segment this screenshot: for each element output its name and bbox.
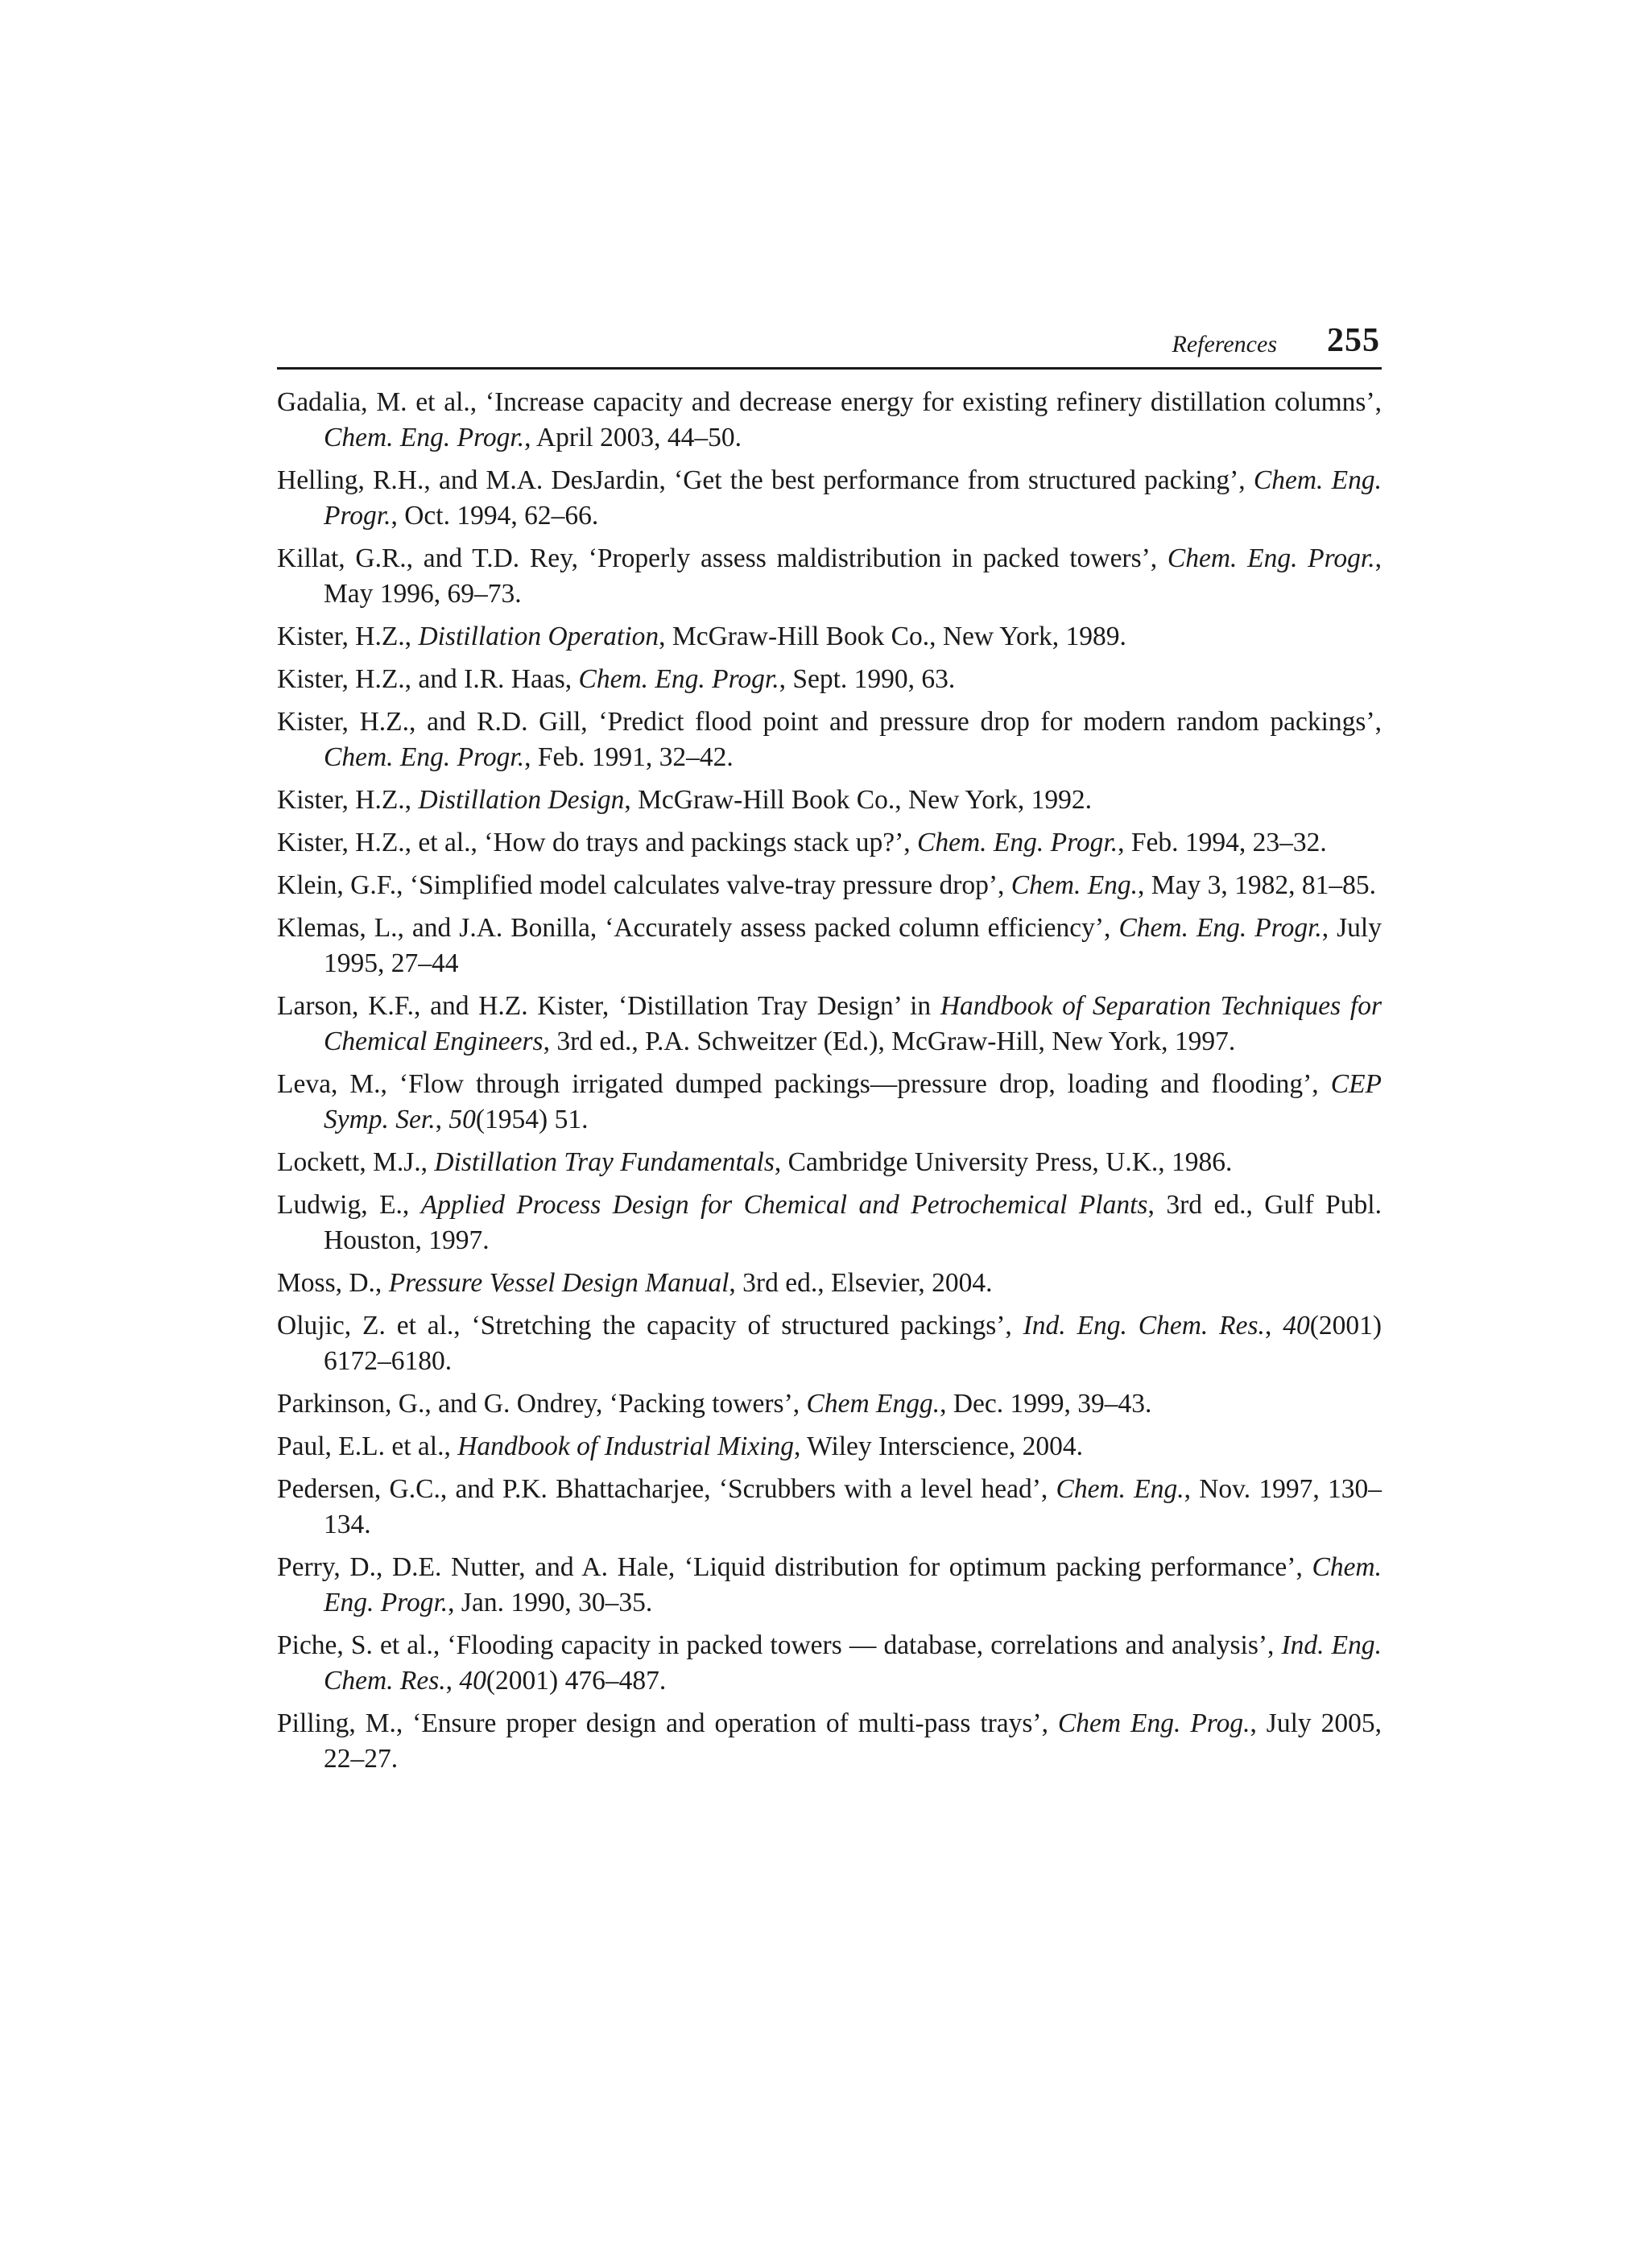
reference-italic-text: Chem. Eng. xyxy=(1056,1474,1184,1504)
reference-italic-text: Chem. Eng. Progr. xyxy=(1118,913,1322,943)
reference-text: , xyxy=(435,1105,449,1134)
reference-text: Moss, D., xyxy=(277,1268,389,1298)
reference-italic-text: Chem. Eng. Progr. xyxy=(324,465,1382,531)
reference-italic-text: Pressure Vessel Design Manual xyxy=(388,1268,729,1298)
reference-text: Piche, S. et al., ‘Flooding capacity in packed towers — database, correlations and analysis’, xyxy=(277,1630,1282,1660)
reference-text: Pilling, M., ‘Ensure proper design and operation of multi-pass trays’, xyxy=(277,1708,1058,1738)
reference-italic-text: Ind. Eng. Chem. Res. xyxy=(324,1630,1382,1696)
reference-entry xyxy=(277,1550,1382,1621)
reference-text: , Feb. 1994, 23–32. xyxy=(1118,828,1327,857)
reference-italic-text: Chem. Eng. Progr. xyxy=(578,664,779,694)
reference-text: , Sept. 1990, 63. xyxy=(779,664,956,694)
reference-italic-text: Chem. Eng. Progr. xyxy=(324,423,525,452)
reference-text: Perry, D., D.E. Nutter, and A. Hale, ‘Liquid distribution for optimum packing performance’, xyxy=(277,1552,1312,1582)
reference-entry xyxy=(277,1472,1382,1543)
reference-italic-text: 40 xyxy=(1283,1311,1310,1341)
reference-text: , Dec. 1999, 39–43. xyxy=(940,1389,1152,1419)
reference-text: Klemas, L., and J.A. Bonilla, ‘Accurately assess packed column efficiency’, xyxy=(277,913,1119,943)
reference-text: , xyxy=(445,1666,460,1696)
reference-text: (2001) 6172–6180. xyxy=(324,1311,1382,1376)
reference-italic-text: Applied Process Design for Chemical and Petrochemical Plants xyxy=(420,1190,1148,1220)
reference-italic-text: Chem. Eng. xyxy=(1010,870,1139,900)
reference-text: , Feb. 1991, 32–42. xyxy=(524,742,734,772)
reference-text: , Cambridge University Press, U.K., 1986. xyxy=(774,1147,1233,1177)
reference-text: Killat, G.R., and T.D. Rey, ‘Properly assess maldistribution in packed towers’, xyxy=(277,543,1168,573)
reference-text: , July 1995, 27–44 xyxy=(324,913,1382,978)
reference-entry xyxy=(277,1386,1382,1422)
reference-text: Kister, H.Z., xyxy=(277,785,419,815)
reference-italic-text: Chem. Eng. Progr. xyxy=(917,828,1118,857)
section-title: References xyxy=(1172,331,1277,357)
reference-text: , Nov. 1997, 130–134. xyxy=(324,1474,1382,1539)
reference-entry xyxy=(277,868,1382,903)
reference-text: , McGraw-Hill Book Co., New York, 1989. xyxy=(659,622,1126,651)
reference-entry xyxy=(277,541,1382,612)
reference-text: Paul, E.L. et al., xyxy=(277,1431,458,1461)
reference-text: , May 3, 1982, 81–85. xyxy=(1138,870,1376,900)
reference-text: Pedersen, G.C., and P.K. Bhattacharjee, ‘Scrubbers with a level head’, xyxy=(277,1474,1056,1504)
reference-text: , May 1996, 69–73. xyxy=(324,543,1382,609)
reference-italic-text: 40 xyxy=(459,1666,486,1696)
reference-text: (2001) 476–487. xyxy=(486,1666,667,1696)
reference-entry xyxy=(277,1145,1382,1180)
reference-text: , 3rd ed., Elsevier, 2004. xyxy=(729,1268,993,1298)
reference-italic-text: Handbook of Separation Techniques for Chemical Engineers xyxy=(324,991,1382,1056)
reference-italic-text: Chem. Eng. Progr. xyxy=(1167,543,1375,573)
reference-italic-text: Chem. Eng. Progr. xyxy=(324,742,525,772)
reference-entry xyxy=(277,825,1382,861)
running-header xyxy=(277,319,1382,370)
reference-text: , Jan. 1990, 30–35. xyxy=(448,1588,653,1617)
reference-entry xyxy=(277,1429,1382,1464)
reference-text: Kister, H.Z., et al., ‘How do trays and packings stack up?’, xyxy=(277,828,918,857)
reference-text: , 3rd ed., Gulf Publ. Houston, 1997. xyxy=(324,1190,1382,1255)
reference-entry xyxy=(277,989,1382,1060)
reference-italic-text: Distillation Design xyxy=(418,785,625,815)
reference-entry xyxy=(277,619,1382,655)
reference-entry xyxy=(277,1308,1382,1379)
reference-entry xyxy=(277,463,1382,534)
reference-italic-text: Handbook of Industrial Mixing xyxy=(457,1431,795,1461)
reference-text: , Wiley Interscience, 2004. xyxy=(794,1431,1083,1461)
reference-italic-text: CEP Symp. Ser. xyxy=(324,1069,1382,1134)
reference-text: Lockett, M.J., xyxy=(277,1147,435,1177)
reference-text: , 3rd ed., P.A. Schweitzer (Ed.), McGraw-Hill, New York, 1997. xyxy=(543,1027,1236,1056)
reference-entry xyxy=(277,1266,1382,1301)
reference-text: Helling, R.H., and M.A. DesJardin, ‘Get the best performance from structured packing’, xyxy=(277,465,1254,495)
reference-text: (1954) 51. xyxy=(475,1105,589,1134)
reference-italic-text: Distillation Tray Fundamentals xyxy=(434,1147,775,1177)
reference-text: Kister, H.Z., xyxy=(277,622,419,651)
reference-italic-text: Chem. Eng. Progr. xyxy=(324,1552,1382,1617)
reference-entry xyxy=(277,1188,1382,1258)
reference-text: , xyxy=(1264,1311,1283,1341)
reference-text: , Oct. 1994, 62–66. xyxy=(391,501,599,531)
page-number: 255 xyxy=(1327,322,1380,359)
reference-text: , April 2003, 44–50. xyxy=(524,423,742,452)
reference-italic-text: Chem Eng. Prog. xyxy=(1057,1708,1250,1738)
reference-text: Kister, H.Z., and I.R. Haas, xyxy=(277,664,579,694)
reference-text: Kister, H.Z., and R.D. Gill, ‘Predict flood point and pressure drop for modern random packings’, xyxy=(277,707,1382,737)
reference-italic-text: Chem Engg. xyxy=(806,1389,940,1419)
reference-entry xyxy=(277,385,1382,456)
reference-entry xyxy=(277,662,1382,697)
reference-entry xyxy=(277,1067,1382,1138)
reference-italic-text: 50 xyxy=(448,1105,476,1134)
reference-text: Gadalia, M. et al., ‘Increase capacity and decrease energy for existing refinery distillation columns’, xyxy=(277,387,1382,417)
reference-text: , McGraw-Hill Book Co., New York, 1992. xyxy=(624,785,1093,815)
reference-text: Parkinson, G., and G. Ondrey, ‘Packing towers’, xyxy=(277,1389,807,1419)
reference-text: Ludwig, E., xyxy=(277,1190,421,1220)
reference-text: Leva, M., ‘Flow through irrigated dumped packings—pressure drop, loading and flooding’, xyxy=(277,1069,1331,1099)
reference-entry xyxy=(277,1706,1382,1777)
reference-text: Larson, K.F., and H.Z. Kister, ‘Distillation Tray Design’ in xyxy=(277,991,940,1021)
reference-text: Klein, G.F., ‘Simplified model calculates valve-tray pressure drop’, xyxy=(277,870,1011,900)
reference-entry xyxy=(277,704,1382,775)
reference-entry xyxy=(277,1628,1382,1699)
reference-text: , July 2005, 22–27. xyxy=(324,1708,1382,1774)
reference-text: Olujic, Z. et al., ‘Stretching the capacity of structured packings’, xyxy=(277,1311,1023,1341)
reference-italic-text: Distillation Operation xyxy=(418,622,659,651)
reference-entry xyxy=(277,783,1382,818)
reference-italic-text: Ind. Eng. Chem. Res. xyxy=(1023,1311,1265,1341)
reference-entry xyxy=(277,911,1382,981)
reference-list xyxy=(277,385,1382,1784)
